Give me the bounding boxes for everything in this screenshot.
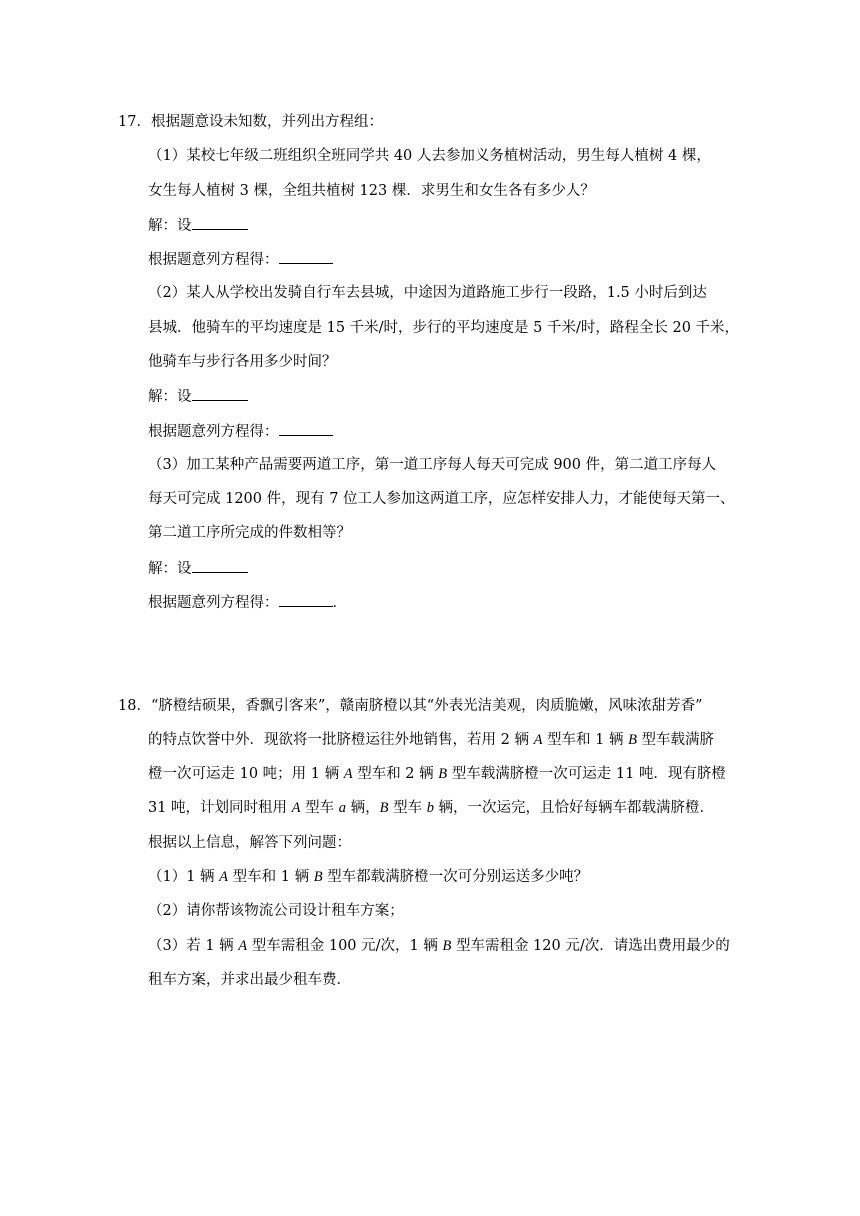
answer-blank[interactable] bbox=[279, 249, 333, 264]
text-segment: 型车载满脐橙一次可运走 11 吨．现有脐橙 bbox=[447, 766, 726, 782]
text-segment: 型车和 1 辆 bbox=[228, 869, 314, 885]
q17-p2-solve bbox=[148, 386, 248, 407]
text-segment: 型车需租金 120 元/次．请选出费用最少的 bbox=[451, 938, 730, 954]
q17-p2-line1: （2）某人从学校出发骑自行车去县城，中途因为道路施工步行一段路，1.5 小时后到达 bbox=[148, 285, 707, 301]
text-segment: 的特点饮誉中外．现欲将一批脐橙运往外地销售，若用 2 辆 bbox=[148, 732, 534, 748]
text-segment: 橙一次可运走 10 吨；用 1 辆 bbox=[148, 766, 344, 782]
q17-intro: 17．根据题意设未知数，并列出方程组： bbox=[118, 114, 383, 130]
variable-B: B bbox=[313, 869, 323, 885]
q18-sub1 bbox=[148, 867, 588, 887]
q18-line5: 根据以上信息，解答下列问题： bbox=[148, 835, 351, 851]
answer-blank[interactable] bbox=[192, 558, 248, 573]
variable-B: B bbox=[379, 800, 389, 816]
text-segment: 型车都载满脐橙一次可分别运送多少吨？ bbox=[322, 869, 589, 885]
q18-line3 bbox=[148, 764, 726, 784]
variable-A: A bbox=[533, 732, 543, 748]
q18-line2 bbox=[148, 730, 714, 750]
q18-line1: 18．“脐橙结硕果，香飘引客来”，赣南脐橙以其“外表光洁美观，肉质脆嫩，风味浓甜芳香” bbox=[118, 698, 703, 714]
text-segment: （1）1 辆 bbox=[148, 869, 220, 885]
q17-p3-line1: （3）加工某种产品需要两道工序，第一道工序每人每天可完成 900 件，第二道工序每人 bbox=[148, 457, 717, 473]
text-segment: 型车载满脐 bbox=[636, 732, 715, 748]
variable-A: A bbox=[238, 938, 248, 954]
q17-p3-line2: 每天可完成 1200 件，现有 7 位工人参加这两道工序，应怎样安排人力，才能使每天第一、 bbox=[148, 491, 735, 507]
answer-blank[interactable] bbox=[192, 386, 248, 401]
q17-p1-equation bbox=[148, 249, 333, 270]
variable-b: b bbox=[426, 800, 434, 816]
variable-A: A bbox=[343, 766, 353, 782]
solve-label: 解：设 bbox=[148, 561, 192, 577]
q17-p3-line3: 第二道工序所完成的件数相等？ bbox=[148, 525, 351, 541]
text-segment: 辆，一次运完，且恰好每辆车都载满脐橙． bbox=[433, 800, 715, 816]
text-segment: 型车 bbox=[300, 800, 339, 816]
variable-B: B bbox=[438, 766, 448, 782]
variable-A: A bbox=[291, 800, 301, 816]
q18-sub2: （2）请你帮该物流公司设计租车方案； bbox=[148, 903, 404, 919]
text-segment: 型车 bbox=[388, 800, 427, 816]
text-segment: 型车和 1 辆 bbox=[542, 732, 629, 748]
q17-p3-solve bbox=[148, 558, 248, 579]
q17-p2-line2: 县城．他骑车的平均速度是 15 千米/时，步行的平均速度是 5 千米/时，路程全长 20 千米， bbox=[148, 320, 740, 336]
q17-p1-line2: 女生每人植树 3 棵，全组共植树 123 棵．求男生和女生各有多少人？ bbox=[148, 183, 595, 199]
q18-sub3-line2: 租车方案，并求出最少租车费． bbox=[148, 972, 351, 988]
answer-blank[interactable] bbox=[192, 215, 248, 230]
q17-p1-line1: （1）某校七年级二班组织全班同学共 40 人去参加义务植树活动，男生每人植树 4 棵， bbox=[148, 148, 711, 164]
variable-B: B bbox=[442, 938, 452, 954]
text-segment: （3）若 1 辆 bbox=[148, 938, 239, 954]
text-segment: 辆， bbox=[346, 800, 380, 816]
text-segment: 型车需租金 100 元/次，1 辆 bbox=[247, 938, 443, 954]
variable-a: a bbox=[338, 800, 346, 816]
variable-B: B bbox=[628, 732, 637, 748]
equation-label: 根据题意列方程得： bbox=[148, 252, 279, 268]
solve-label: 解：设 bbox=[148, 218, 192, 234]
q18-line4 bbox=[148, 798, 714, 818]
q18-sub3 bbox=[148, 936, 730, 956]
period: ． bbox=[332, 595, 347, 611]
equation-label: 根据题意列方程得： bbox=[148, 595, 279, 611]
q17-p2-equation bbox=[148, 421, 333, 442]
q17-p3-equation bbox=[148, 592, 347, 613]
solve-label: 解：设 bbox=[148, 389, 192, 405]
equation-label: 根据题意列方程得： bbox=[148, 424, 279, 440]
answer-blank[interactable] bbox=[279, 592, 333, 607]
q17-p1-solve bbox=[148, 215, 248, 236]
text-segment: 31 吨，计划同时租用 bbox=[148, 800, 292, 816]
q17-p2-line3: 他骑车与步行各用多少时间？ bbox=[148, 354, 337, 370]
answer-blank[interactable] bbox=[279, 421, 333, 436]
variable-A: A bbox=[219, 869, 229, 885]
text-segment: 型车和 2 辆 bbox=[352, 766, 439, 782]
